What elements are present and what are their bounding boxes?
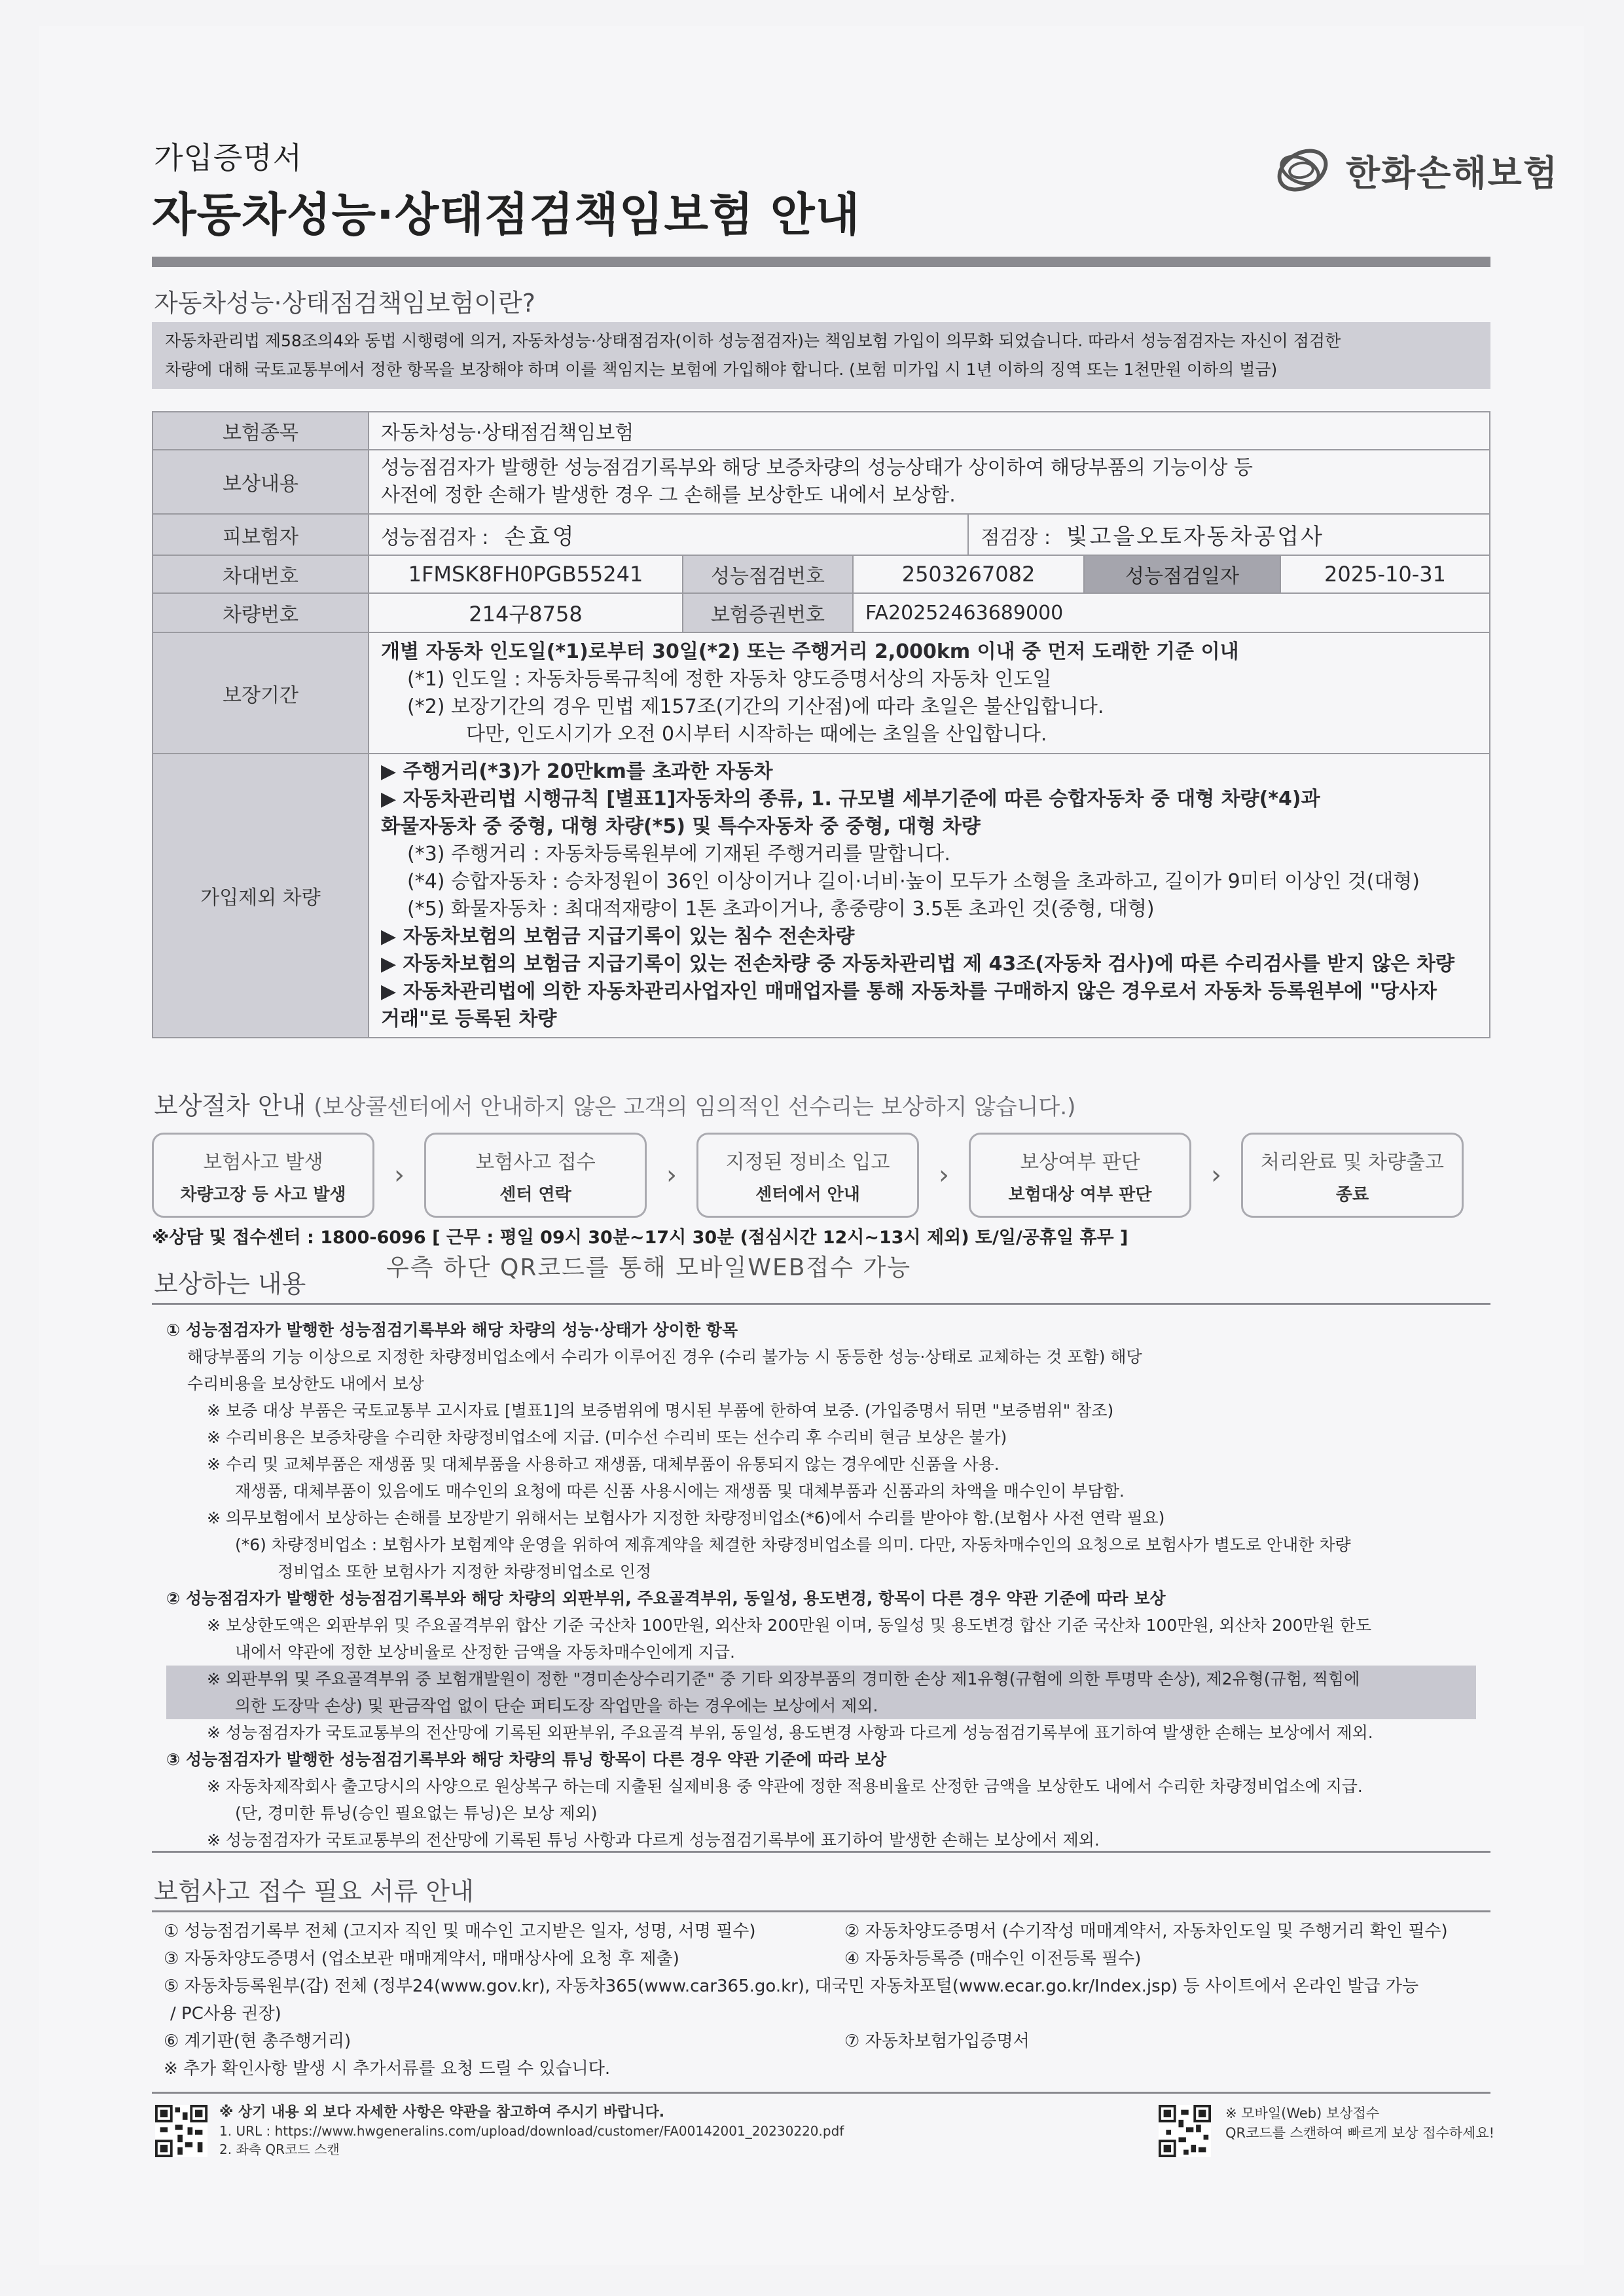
doc-row: [164, 2055, 1479, 2083]
mobile-claim-desc: QR코드를 스캔하여 빠르게 보상 접수하세요!: [1225, 2125, 1495, 2141]
document-title: 자동차성능·상태점검책임보험 안내: [152, 188, 861, 242]
step-decision: [969, 1133, 1191, 1218]
comp-line: 정비업소 또한 보험사가 지정한 차량정비업소로 인정: [278, 1562, 652, 1581]
doc-item: ⑤ 자동차등록원부(갑) 전체 (정부24(www.gov.kr), 자동차365(www.car365.go.kr), 대국민 자동차포털(www.ecar.go.kr/Index.jsp) 등 사이트에서 온라인 발급 가능: [164, 1977, 1419, 1996]
chevron-right-icon: ›: [1211, 1160, 1221, 1190]
step-report: [424, 1133, 647, 1218]
product-value: 자동차성능·상태점검책임보험: [369, 412, 1490, 450]
doc-item: ④ 자동차등록증 (매수인 이전등록 필수): [844, 1949, 1142, 1969]
doc-item: ③ 자동차양도증명서 (업소보관 매매계약서, 매매상사에 요청 후 제출): [164, 1949, 679, 1969]
hanwha-logo-icon: [1269, 141, 1334, 200]
inspector-cell: [369, 514, 968, 555]
qr-code-icon[interactable]: [1159, 2105, 1211, 2157]
period-line: (*1) 인도일 : 자동차등록규칙에 정한 자동차 양도증명서상의 자동차 인도일: [407, 667, 1052, 691]
period-line: (*2) 보장기간의 경우 민법 제157조(기간의 기산점)에 따라 초일은 불산입합니다.: [407, 695, 1104, 718]
comp-line: ③ 성능점검자가 발행한 성능점검기록부와 해당 차량의 튜닝 항목이 다른 경우 약관 기준에 따라 보상: [166, 1750, 887, 1769]
doc-item: ① 성능점검기록부 전체 (고지자 직인 및 매수인 고지받은 일자, 성명, 서명 필수): [164, 1922, 756, 1941]
step-desc: 센터에서 안내: [755, 1184, 860, 1205]
documents-heading: 보험사고 접수 필요 서류 안내: [154, 1877, 474, 1906]
period-line: 다만, 인도시기가 오전 0시부터 시작하는 때에는 초일을 산입합니다.: [466, 722, 1047, 746]
inspection-no-value: 2503267082: [853, 555, 1084, 593]
coverage-label: 보상내용: [153, 450, 369, 514]
brand-name: 한화손해보험: [1346, 152, 1559, 194]
doc-item: ※ 추가 확인사항 발생 시 추가서류를 요청 드릴 수 있습니다.: [164, 2059, 611, 2079]
comp-line: (단, 경미한 튜닝(승인 필요없는 튜닝)은 보상 제외): [235, 1804, 598, 1823]
comp-line: 내에서 약관에 정한 보상비율로 산정한 금액을 자동차매수인에게 지급.: [235, 1643, 735, 1662]
period-value: [369, 632, 1490, 754]
document-subtitle: 가입증명서: [154, 140, 303, 175]
step-title: 보상여부 판단: [1020, 1150, 1140, 1174]
intro-band: [152, 322, 1490, 389]
step-title: 지정된 정비소 입고: [725, 1150, 890, 1174]
comp-line: ※ 보증 대상 부품은 국토교통부 고시자료 [별표1]의 보증범위에 명시된 부품에 한하여 보증. (가입증명서 뒤면 "보증범위" 참조): [207, 1401, 1114, 1420]
comp-line: ※ 의무보험에서 보상하는 손해를 보장받기 위해서는 보험사가 지정한 차량정비업소(*6)에서 수리를 받아야 함.(보험사 사전 연락 필요): [207, 1508, 1165, 1527]
product-label: 보험종목: [153, 412, 369, 450]
step-desc: 보험대상 여부 판단: [1008, 1184, 1152, 1205]
inspector-prefix: 성능점검자 :: [381, 526, 489, 549]
vin-label: 차대번호: [153, 555, 369, 593]
step-title: 보험사고 발생: [203, 1150, 323, 1174]
footer-qr-hint: 2. 좌측 QR코드 스캔: [219, 2141, 340, 2157]
doc-row: [164, 1973, 1479, 2000]
period-line: 개별 자동차 인도일(*1)로부터 30일(*2) 또는 주행거리 2,000km 이내 중 먼저 도래한 기준 이내: [381, 640, 1239, 663]
comp-line: ※ 보상한도액은 외판부위 및 주요골격부위 합산 기준 국산차 100만원, 외산차 200만원 이며, 동일성 및 용도변경 합산 기준 국산차 100만원, 외산차 200만원 한도: [207, 1616, 1372, 1635]
doc-item: ⑥ 계기판(현 총주행거리): [164, 2032, 352, 2051]
excluded-line: ▶ 자동차보험의 보험금 지급기록이 있는 침수 전손차량: [381, 925, 855, 948]
chevron-right-icon: ›: [939, 1160, 949, 1190]
step-desc: 차량고장 등 사고 발생: [180, 1184, 346, 1205]
excluded-line: (*5) 화물자동차 : 최대적재량이 1톤 초과이거나, 총중량이 3.5톤 초과인 것(중형, 대형): [407, 898, 1155, 920]
step-desc: 센터 연락: [499, 1184, 571, 1205]
excluded-line: ▶ 자동차관리법 시행규칙 [별표1]자동차의 종류, 1. 규모별 세부기준에 따른 승합자동차 중 대형 차량(*4)과: [381, 788, 1320, 811]
plate-label: 차량번호: [153, 593, 369, 632]
excluded-value: [369, 754, 1490, 1038]
doc-row: [164, 1945, 1479, 1973]
excluded-line: ▶ 자동차보험의 보험금 지급기록이 있는 전손차량 중 자동차관리법 제 43조(자동차 검사)에 따른 수리검사를 받지 않은 차량: [381, 953, 1454, 975]
comp-line: 수리비용을 보상한도 내에서 보상: [187, 1374, 424, 1393]
coverage-value: [369, 450, 1490, 514]
doc-item: / PC사용 권장): [170, 2004, 281, 2024]
chevron-right-icon: ›: [394, 1160, 405, 1190]
doc-row: [164, 1918, 1479, 1945]
compensation-box: [152, 1303, 1490, 1853]
policy-no-label: 보험증권번호: [683, 593, 853, 632]
inspection-date-value: 2025-10-31: [1280, 555, 1490, 593]
step-complete: [1241, 1133, 1464, 1218]
call-center-info: ※상담 및 접수센터 : 1800-6096 [ 근무 : 평일 09시 30분~17시 30분 (점심시간 12시~13시 제외) 토/일/공휴일 휴무 ]: [152, 1228, 1128, 1248]
comp-line-highlighted: 의한 도장막 손상) 및 판금작업 없이 단순 퍼티도장 작업만을 하는 경우에는 보상에서 제외.: [166, 1692, 1476, 1719]
excluded-label: 가입제외 차량: [153, 754, 369, 1038]
procedure-steps: [152, 1129, 1490, 1221]
vin-value: 1FMSK8FH0PGB55241: [369, 555, 683, 593]
doc-row: [164, 2000, 1479, 2028]
doc-item: ② 자동차양도증명서 (수기작성 매매계약서, 자동차인도일 및 주행거리 확인 필수): [844, 1922, 1448, 1941]
procedure-note: (보상콜센터에서 안내하지 않은 고객의 임의적인 선수리는 보상하지 않습니다.): [314, 1094, 1076, 1120]
comp-line: ② 성능점검자가 발행한 성능점검기록부와 해당 차량의 외판부위, 주요골격부위, 동일성, 용도변경, 항목이 다른 경우 약관 기준에 따라 보상: [166, 1589, 1166, 1608]
step-desc: 종료: [1335, 1184, 1369, 1205]
excluded-line: ▶ 주행거리(*3)가 20만km를 초과한 자동차: [381, 760, 773, 783]
footer-right-text: [1225, 2104, 1494, 2143]
comp-line-highlighted: ※ 외판부위 및 주요골격부위 중 보험개발원이 정한 "경미손상수리기준" 중 기타 외장부품의 경미한 손상 제1유형(규험에 의한 투명막 손상), 제2유형(규험, 찍힘에: [166, 1666, 1476, 1692]
header-rule: [152, 257, 1490, 267]
comp-line: (*6) 차량정비업소 : 보험사가 보험계약 운영을 위하여 제휴계약을 체결한 차량정비업소를 의미. 다만, 자동차매수인의 요청으로 보험사가 별도로 안내한 차량: [235, 1535, 1351, 1554]
excluded-line: ▶ 자동차관리법에 의한 자동차관리사업자인 매매업자를 통해 자동차를 구매하지 않은 경우로서 자동차 등록원부에 "당사자: [381, 980, 1437, 1003]
plate-value: 214구8758: [369, 593, 683, 632]
intro-line: 차량에 대해 국토교통부에서 정한 항목을 보장해야 하며 이를 책임지는 보험에 가입해야 합니다. (보험 미가입 시 1년 이하의 징역 또는 1천만원 이하의 벌금): [165, 360, 1278, 379]
comp-line: ※ 자동차제작회사 출고당시의 사양으로 원상복구 하는데 지출된 실제비용 중 약관에 정한 적용비율로 산정한 금액을 보상한도 내에서 수리한 차량정비업소에 지급.: [207, 1777, 1363, 1796]
step-title: 보험사고 접수: [475, 1150, 596, 1174]
footer-url[interactable]: 1. URL : https://www.hwgeneralins.com/upload/download/customer/FA00142001_20230220.pdf: [219, 2123, 844, 2139]
step-repair-shop: [696, 1133, 919, 1218]
site-prefix: 점검장 :: [981, 526, 1051, 549]
policy-no-value: FA20252463689000: [853, 593, 1490, 632]
period-label: 보장기간: [153, 632, 369, 754]
comp-line: ※ 성능점검자가 국토교통부의 전산망에 기록된 튜닝 사항과 다르게 성능점검기록부에 표기하여 발생한 손해는 보상에서 제외.: [207, 1831, 1100, 1850]
step-title: 처리완료 및 차량출고: [1261, 1150, 1444, 1174]
procedure-title: 보상절차 안내: [154, 1091, 306, 1120]
procedure-heading: [154, 1085, 1075, 1121]
site-cell: [968, 514, 1490, 555]
qr-code-icon[interactable]: [155, 2105, 208, 2157]
intro-line: 자동차관리법 제58조의4와 동법 시행령에 의거, 자동차성능·상태점검자(이하 성능점검자)는 책임보험 가입이 의무화 되었습니다. 따라서 성능점검자는 자신이 점검한: [165, 331, 1341, 350]
excluded-line: (*3) 주행거리 : 자동차등록원부에 기재된 주행거리를 말합니다.: [407, 843, 950, 866]
footer-note: ※ 상기 내용 외 보다 자세한 사항은 약관을 참고하여 주시기 바랍니다.: [219, 2104, 665, 2121]
step-accident: [152, 1133, 374, 1218]
footer-left-text: [219, 2104, 844, 2159]
documents-box: [152, 1910, 1490, 2094]
policy-info-table: [152, 411, 1490, 1038]
brand-logo: [1269, 141, 1559, 200]
excluded-line: (*4) 승합자동차 : 승차정원이 36인 이상이거나 길이·너비·높이 모두가 소형을 초과하고, 길이가 9미터 이상인 것(대형): [407, 870, 1420, 893]
inspector-name: 손효영: [504, 524, 577, 550]
comp-line: 해당부품의 기능 이상으로 지정한 차량정비업소에서 수리가 이루어진 경우 (수리 불가능 시 동등한 성능·상태로 교체하는 것 포함) 해당: [187, 1347, 1142, 1366]
doc-row: [164, 2028, 1479, 2055]
inspection-no-label: 성능점검번호: [683, 555, 853, 593]
coverage-line: 사전에 정한 손해가 발생한 경우 그 손해를 보상한도 내에서 보상함.: [381, 484, 956, 507]
insured-label: 피보험자: [153, 514, 369, 555]
mobile-web-note: 우측 하단 QR코드를 통해 모바일WEB접수 가능: [386, 1254, 912, 1281]
compensation-heading: 보상하는 내용: [154, 1269, 306, 1298]
doc-item: ⑦ 자동차보험가입증명서: [844, 2032, 1030, 2051]
site-name: 빛고을오토자동차공업사: [1066, 524, 1324, 550]
inspection-date-label: 성능점검일자: [1084, 555, 1280, 593]
comp-line: ① 성능점검자가 발행한 성능점검기록부와 해당 차량의 성능·상태가 상이한 항목: [166, 1321, 738, 1339]
comp-line: ※ 수리 및 교체부품은 재생품 및 대체부품을 사용하고 재생품, 대체부품이 유통되지 않는 경우에만 신품을 사용.: [207, 1455, 1000, 1474]
intro-heading: 자동차성능·상태점검책임보험이란?: [154, 289, 535, 318]
mobile-claim-title: ※ 모바일(Web) 보상접수: [1225, 2105, 1380, 2121]
comp-line: ※ 성능점검자가 국토교통부의 전산망에 기록된 외판부위, 주요골격 부위, 동일성, 용도변경 사항과 다르게 성능점검기록부에 표기하여 발생한 손해는 보상에서 제외.: [207, 1723, 1373, 1742]
excluded-line: 화물자동차 중 중형, 대형 차량(*5) 및 특수자동차 중 중형, 대형 차량: [381, 815, 981, 838]
comp-line: ※ 수리비용은 보증차량을 수리한 차량정비업소에 지급. (미수선 수리비 또는 선수리 후 수리비 현금 보상은 불가): [207, 1428, 1007, 1447]
coverage-line: 성능점검자가 발행한 성능점검기록부와 해당 보증차량의 성능상태가 상이하여 해당부품의 기능이상 등: [381, 456, 1253, 479]
excluded-line: 거래"로 등록된 차량: [381, 1008, 557, 1030]
chevron-right-icon: ›: [666, 1160, 677, 1190]
comp-line: 재생품, 대체부품이 있음에도 매수인의 요청에 따른 신품 사용시에는 재생품 및 대체부품과 신품과의 차액을 매수인이 부담함.: [235, 1482, 1125, 1501]
